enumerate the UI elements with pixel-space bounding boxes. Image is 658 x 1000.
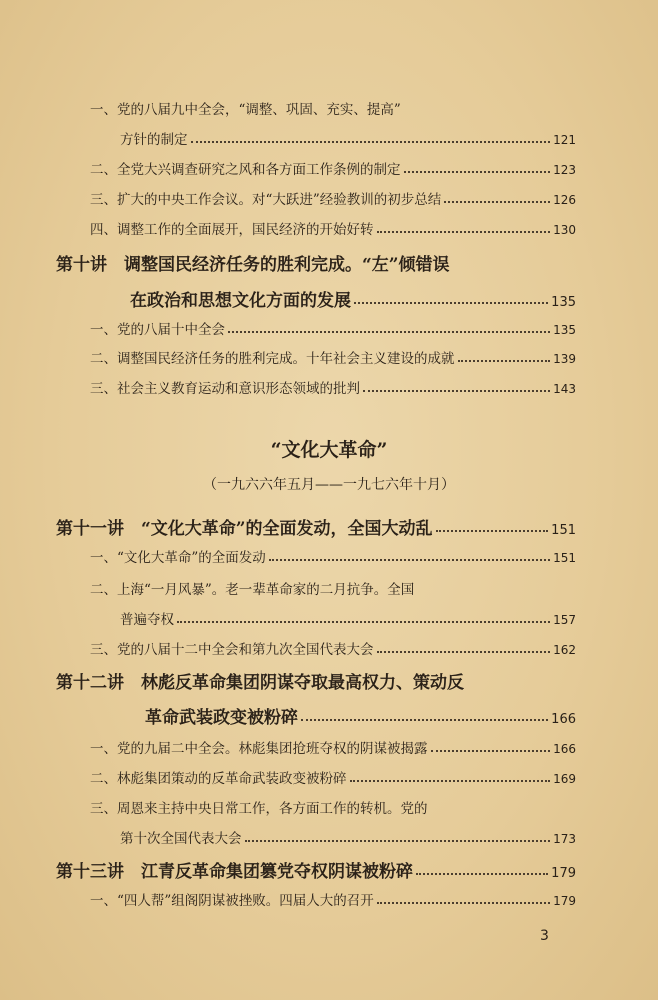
leader-dots — [363, 390, 550, 392]
lecture-heading — [130, 286, 576, 311]
leader-dots — [191, 141, 551, 143]
lecture-heading — [56, 857, 576, 882]
page-ref: 143 — [553, 382, 576, 396]
page-ref: 166 — [551, 712, 576, 727]
leader-dots — [228, 331, 550, 333]
toc-entry-text: 二、全党大兴调查研究之风和各方面工作条例的制定 — [90, 162, 401, 178]
toc-entry-text: 一、党的八届十中全会 — [90, 322, 225, 338]
toc-entry — [90, 638, 576, 658]
page-ref: 173 — [553, 832, 576, 846]
leader-dots — [377, 902, 550, 904]
toc-entry-text: 三、扩大的中央工作会议。对“大跃进”经验教训的初步总结 — [90, 192, 442, 208]
page-ref: 162 — [553, 643, 576, 657]
leader-dots — [416, 873, 548, 875]
page-number: 3 — [540, 928, 549, 944]
toc-entry-text: 三、周恩来主持中央日常工作，各方面工作的转机。党的 — [90, 801, 428, 817]
lecture-heading-text: 在政治和思想文化方面的发展 — [130, 291, 351, 311]
leader-dots — [444, 201, 550, 203]
toc-entry-text: 三、社会主义教育运动和意识形态领域的批判 — [90, 381, 360, 397]
toc-entry — [90, 767, 576, 787]
toc-entry-text: 一、党的八届九中全会，“调整、巩固、充实、提高” — [90, 102, 401, 118]
leader-dots — [404, 171, 551, 173]
toc-entry-text: 普遍夺权 — [120, 612, 174, 628]
page-ref: 151 — [553, 551, 576, 565]
leader-dots — [354, 302, 548, 304]
lecture-heading-text: 第十一讲 “文化大革命”的全面发动，全国大动乱 — [56, 519, 433, 539]
toc-entry — [90, 218, 576, 238]
leader-dots — [377, 231, 551, 233]
toc-entry — [120, 128, 576, 148]
page-ref: 151 — [551, 523, 576, 538]
toc-entry — [90, 797, 428, 817]
toc-entry — [90, 318, 576, 338]
toc-entry-text: 方针的制定 — [120, 132, 188, 148]
lecture-heading-text: 第十讲 调整国民经济任务的胜利完成。“左”倾错误 — [56, 255, 450, 275]
leader-dots — [245, 840, 551, 842]
page-ref: 139 — [553, 352, 576, 366]
leader-dots — [436, 530, 549, 532]
page-ref: 157 — [553, 613, 576, 627]
page-ref: 135 — [553, 323, 576, 337]
toc-entry — [90, 889, 576, 909]
toc-entry — [120, 827, 576, 847]
section-subtitle: （一九六六年五月——一九七六年十月） — [203, 477, 455, 493]
toc-entry — [90, 188, 576, 208]
page-ref: 179 — [551, 866, 576, 881]
lecture-heading — [145, 703, 576, 728]
lecture-heading-text: 第十三讲 江青反革命集团篡党夺权阴谋被粉碎 — [56, 862, 413, 882]
toc-entry-text: 二、林彪集团策动的反革命武装政变被粉碎 — [90, 771, 347, 787]
leader-dots — [431, 750, 551, 752]
leader-dots — [177, 621, 550, 623]
toc-entry-text: 四、调整工作的全面展开，国民经济的开始好转 — [90, 222, 374, 238]
toc-entry — [90, 737, 576, 757]
leader-dots — [377, 651, 551, 653]
toc-entry — [120, 608, 576, 628]
toc-entry-text: 一、“文化大革命”的全面发动 — [90, 550, 266, 566]
page-ref: 123 — [553, 163, 576, 177]
toc-entry-text: 一、党的九届二中全会。林彪集团抢班夺权的阴谋被揭露 — [90, 741, 428, 757]
toc-entry-text: 一、“四人帮”组阁阴谋被挫败。四届人大的召开 — [90, 893, 374, 909]
toc-entry-text: 第十次全国代表大会 — [120, 831, 242, 847]
page-ref: 169 — [553, 772, 576, 786]
toc-entry-text: 二、上海“一月风暴”。老一辈革命家的二月抗争。全国 — [90, 582, 415, 598]
toc-entry — [90, 158, 576, 178]
lecture-heading — [56, 250, 450, 275]
lecture-heading-text: 第十二讲 林彪反革命集团阴谋夺取最高权力、策动反 — [56, 673, 464, 693]
toc-entry-text: 三、党的八届十二中全会和第九次全国代表大会 — [90, 642, 374, 658]
toc-entry — [90, 347, 576, 367]
leader-dots — [269, 559, 550, 561]
section-title: “文化大革命” — [270, 439, 388, 461]
page-ref: 135 — [551, 295, 576, 310]
toc-entry — [90, 546, 576, 566]
page-ref: 126 — [553, 193, 576, 207]
leader-dots — [458, 360, 551, 362]
toc-entry — [90, 98, 401, 118]
lecture-heading-text: 革命武装政变被粉碎 — [145, 708, 298, 728]
page-ref: 179 — [553, 894, 576, 908]
page-ref: 166 — [553, 742, 576, 756]
leader-dots — [350, 780, 551, 782]
lecture-heading — [56, 668, 464, 693]
toc-entry — [90, 578, 414, 598]
page-ref: 121 — [553, 133, 576, 147]
toc-entry-text: 二、调整国民经济任务的胜利完成。十年社会主义建设的成就 — [90, 351, 455, 367]
page-ref: 130 — [553, 223, 576, 237]
lecture-heading — [56, 514, 576, 539]
toc-entry — [90, 377, 576, 397]
leader-dots — [301, 719, 548, 721]
